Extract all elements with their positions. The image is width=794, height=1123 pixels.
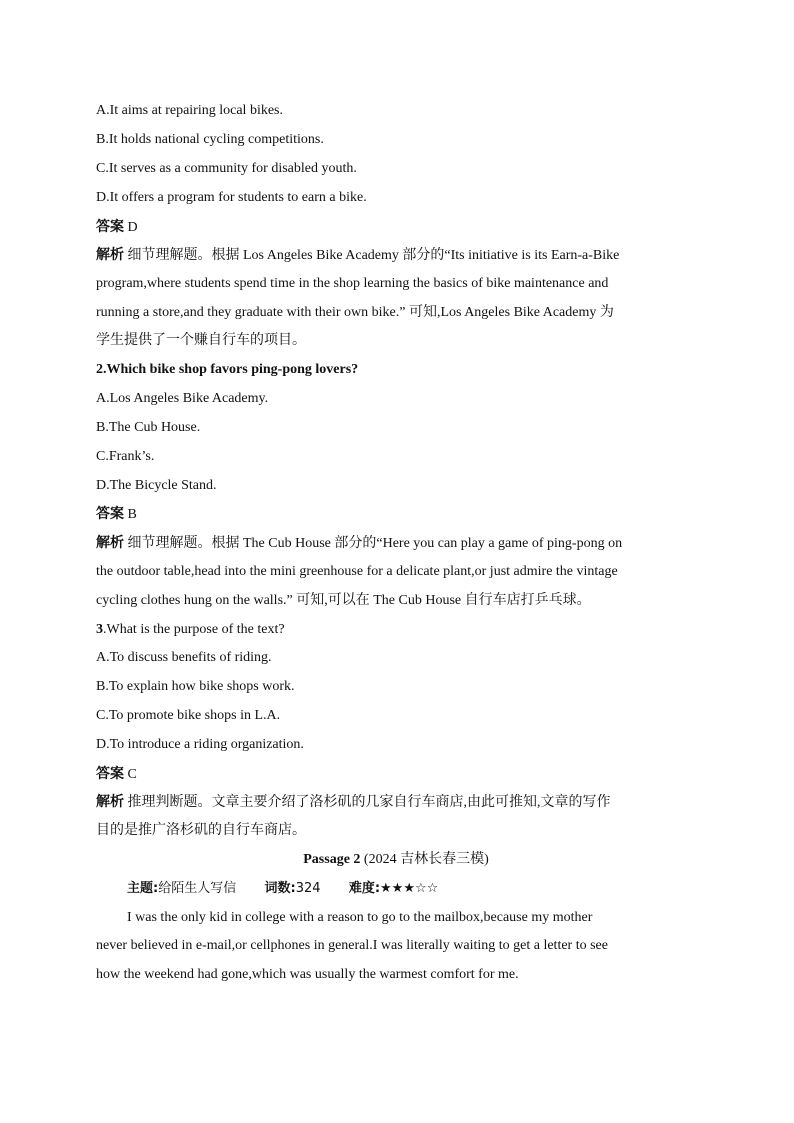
answer-value: D bbox=[124, 220, 138, 235]
analysis-text: 细节理解题。根据 The Cub House 部分的“Here you can play a game of ping-pong on bbox=[124, 536, 623, 551]
word-count-value: 324 bbox=[295, 881, 321, 896]
q2-answer bbox=[96, 505, 696, 524]
q2-option-c: C.Frank’s. bbox=[96, 449, 155, 464]
q3-analysis-line bbox=[96, 793, 696, 812]
q2-option-a: A.Los Angeles Bike Academy. bbox=[96, 391, 269, 406]
question-text: .What is the purpose of the text? bbox=[103, 622, 285, 637]
q3-option-c: C.To promote bike shops in L.A. bbox=[96, 708, 281, 723]
question-text: .Which bike shop favors ping-pong lovers? bbox=[103, 362, 359, 377]
passage-text-line: never believed in e-mail,or cellphones in general.I was literally waiting to get a letter to see bbox=[96, 938, 608, 953]
q2-question bbox=[96, 361, 696, 379]
q1-analysis-line: program,where students spend time in the shop learning the basics of bike maintenance and bbox=[96, 276, 609, 291]
question-number: 3 bbox=[96, 622, 103, 637]
q3-answer bbox=[96, 765, 696, 784]
q2-analysis-line bbox=[96, 534, 696, 553]
answer-label: 答案 bbox=[96, 506, 124, 522]
q1-option-a: A.It aims at repairing local bikes. bbox=[96, 103, 283, 118]
q1-analysis-line bbox=[96, 246, 696, 265]
passage-text-line: I was the only kid in college with a reason to go to the mailbox,because my mother bbox=[127, 910, 593, 925]
q2-option-b: B.The Cub House. bbox=[96, 420, 201, 435]
q2-analysis-line: the outdoor table,head into the mini greenhouse for a delicate plant,or just admire the vintage bbox=[96, 564, 618, 579]
q3-analysis-line: 目的是推广洛杉矶的自行车商店。 bbox=[96, 823, 306, 838]
q1-analysis-line: 学生提供了一个赚自行车的项目。 bbox=[96, 333, 306, 348]
passage-source: (2024 吉林长春三模) bbox=[360, 852, 489, 867]
q1-option-c: C.It serves as a community for disabled youth. bbox=[96, 161, 357, 176]
passage-heading bbox=[96, 851, 696, 869]
q1-option-b: B.It holds national cycling competitions. bbox=[96, 132, 324, 147]
passage-text-line: how the weekend had gone,which was usually the warmest comfort for me. bbox=[96, 967, 519, 982]
q3-option-b: B.To explain how bike shops work. bbox=[96, 679, 295, 694]
answer-value: B bbox=[124, 507, 137, 522]
answer-value: C bbox=[124, 767, 137, 782]
answer-label: 答案 bbox=[96, 766, 124, 782]
analysis-text: 细节理解题。根据 Los Angeles Bike Academy 部分的“Its initiative is its Earn-a-Bike bbox=[124, 248, 620, 263]
q3-question bbox=[96, 621, 696, 639]
difficulty-label: 难度: bbox=[348, 881, 381, 896]
analysis-label: 解析 bbox=[96, 535, 124, 551]
analysis-label: 解析 bbox=[96, 247, 124, 263]
q1-analysis-line: running a store,and they graduate with their own bike.” 可知,Los Angeles Bike Academy 为 bbox=[96, 305, 614, 320]
analysis-label: 解析 bbox=[96, 794, 124, 810]
passage-title: Passage 2 bbox=[303, 852, 361, 867]
topic-value: 给陌生人写信 bbox=[158, 881, 237, 896]
q1-answer bbox=[96, 218, 696, 237]
q2-analysis-line: cycling clothes hung on the walls.” 可知,可以在 The Cub House 自行车店打乒乓球。 bbox=[96, 593, 591, 608]
q3-option-d: D.To introduce a riding organization. bbox=[96, 737, 304, 752]
topic-label: 主题: bbox=[127, 881, 159, 896]
analysis-text: 推理判断题。文章主要介绍了洛杉矶的几家自行车商店,由此可推知,文章的写作 bbox=[124, 795, 611, 810]
q3-option-a: A.To discuss benefits of riding. bbox=[96, 650, 272, 665]
answer-label: 答案 bbox=[96, 219, 124, 235]
difficulty-rating: ★★★☆☆ bbox=[380, 881, 439, 896]
q1-option-d: D.It offers a program for students to earn a bike. bbox=[96, 190, 367, 205]
question-number: 2 bbox=[96, 362, 103, 377]
q2-option-d: D.The Bicycle Stand. bbox=[96, 478, 217, 493]
passage-meta bbox=[127, 880, 727, 898]
word-count-label: 词数: bbox=[264, 881, 296, 896]
